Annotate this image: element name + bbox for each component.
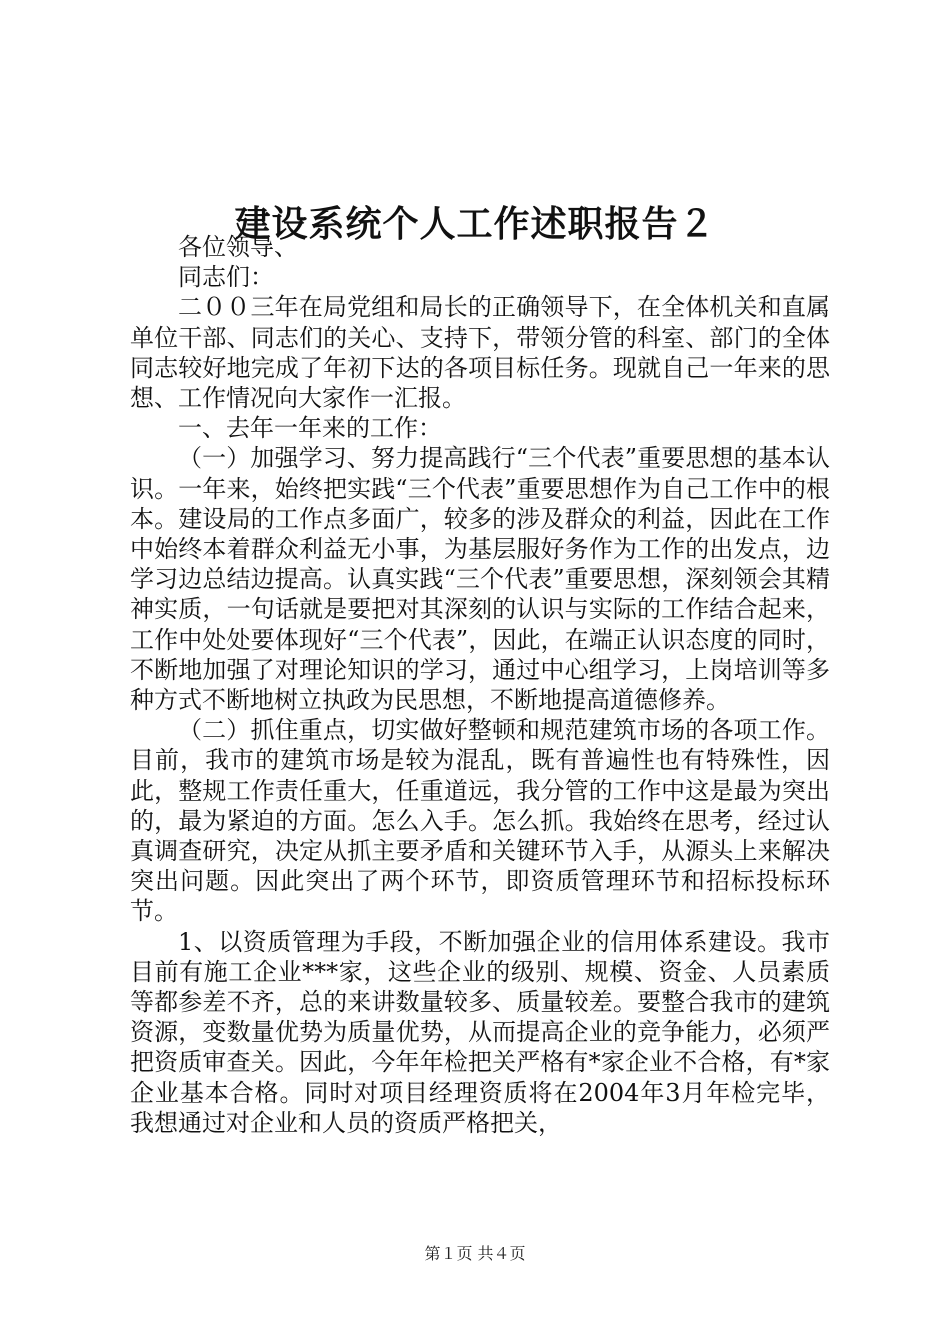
document-body xyxy=(130,232,830,1138)
document-title: 建设系统个人工作述职报告２ xyxy=(234,203,716,246)
paragraph-study: （一）加强学习、努力提高践行“三个代表”重要思想的基本认识。一年来，始终把实践“三个代表”重要思想作为自己工作中的根本。建设局的工作点多面广，较多的涉及群众的利益，因此在工作中始终本着群众利益无小事，为基层服好务作为工作的出发点，边学习边总结边提高。认真实践“三个代表”重要思想，深刻领会其精神实质，一句话就是要把对其深刻的认识与实际的工作结合起来，工作中处处要体现好“三个代表”，因此，在端正认识态度的同时，不断地加强了对理论知识的学习，通过中心组学习，上岗培训等多种方式不断地树立执政为民思想，不断地提高道德修养。 xyxy=(130,444,830,715)
paragraph-market-regulation: （二）抓住重点，切实做好整顿和规范建筑市场的各项工作。目前，我市的建筑市场是较为混乱，既有普遍性也有特殊性，因此，整规工作责任重大，任重道远，我分管的工作中这是最为突出的，最为紧迫的方面。怎么入手。怎么抓。我始终在思考，经过认真调查研究，决定从抓主要矛盾和关键环节入手，从源头上来解决突出问题。因此突出了两个环节，即资质管理环节和招标投标环节。 xyxy=(130,716,830,926)
salutation-leaders: 各位领导、 xyxy=(178,233,298,261)
paragraph-intro: 二００三年在局党组和局长的正确领导下，在全体机关和直属单位干部、同志们的关心、支持下，带领分管的科室、部门的全体同志较好地完成了年初下达的各项目标任务。现就自己一年来的思想、工作情况向大家作一汇报。 xyxy=(130,293,830,413)
salutation-comrades: 同志们： xyxy=(178,263,274,292)
page-footer: 第１页 共４页 xyxy=(424,1244,526,1263)
section-heading-last-year-work: 一、去年一年来的工作： xyxy=(178,414,442,443)
paragraph-qualification-management: 1、以资质管理为手段，不断加强企业的信用体系建设。我市目前有施工企业***家，这些企业的级别、规模、资金、人员素质等都参差不齐，总的来讲数量较多、质量较差。要整合我市的建筑资源，变数量优势为质量优势，从而提高企业的竞争能力，必须严把资质审查关。因此，今年年检把关严格有*家企业不合格，有*家企业基本合格。同时对项目经理资质将在2004年3月年检完毕，我想通过对企业和人员的资质严格把关， xyxy=(130,927,830,1137)
